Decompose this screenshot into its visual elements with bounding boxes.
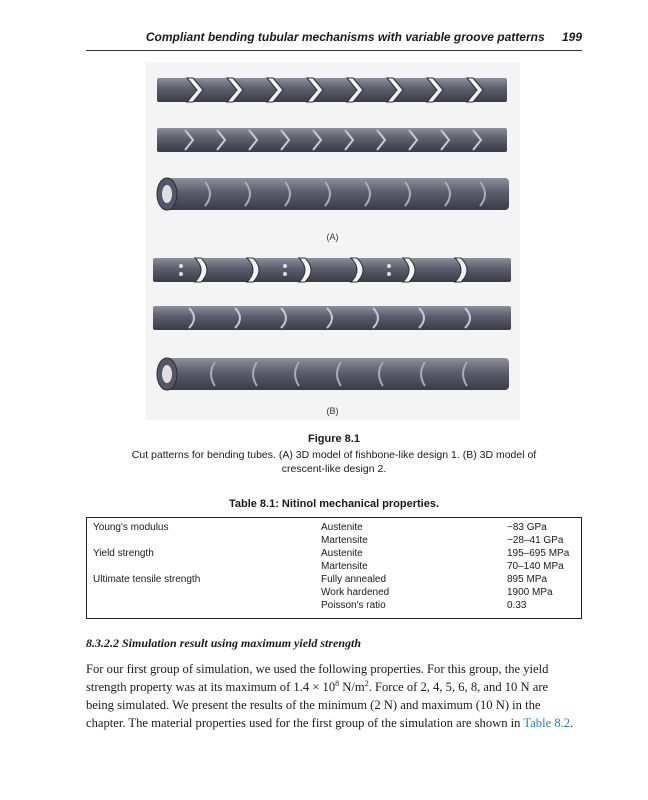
table-cell: 1900 MPa xyxy=(507,587,553,598)
text-run: strength property was at its maximum of 1.4 × 10 xyxy=(86,680,336,694)
figure-title: Figure 8.1 xyxy=(308,433,360,445)
figure-8-1 xyxy=(145,62,520,420)
table-cell: Poisson's ratio xyxy=(321,600,386,611)
header-title: Compliant bending tubular mechanisms with variable groove patterns xyxy=(145,30,545,44)
paragraph-line xyxy=(86,714,586,732)
table-cell: Austenite xyxy=(321,548,363,559)
text-run: chapter. The material properties used for the first group of the simulation are shown in xyxy=(86,716,524,730)
table-cell: Work hardened xyxy=(321,587,390,598)
table-cell xyxy=(93,534,313,547)
table-cell: ~28–41 GPa xyxy=(507,535,564,546)
table-column-value xyxy=(507,521,581,612)
body-paragraph xyxy=(86,660,586,732)
figure-caption-line: crescent-like design 2. xyxy=(281,463,387,475)
table-cell: Ultimate tensile strength xyxy=(93,574,201,585)
table-column-property xyxy=(93,521,313,612)
table-cell: Fully annealed xyxy=(321,574,387,585)
exponent: 2 xyxy=(364,678,369,688)
table-cell: Yield strength xyxy=(93,548,154,559)
table-cell: 0.33 xyxy=(507,600,527,611)
table-cell: 195–695 MPa xyxy=(507,548,570,559)
text-run: . xyxy=(570,716,574,730)
exponent: 8 xyxy=(335,678,340,688)
table-cell: 70–140 MPa xyxy=(507,561,564,572)
table-cell: Martensite xyxy=(321,561,368,572)
tube-b1-image xyxy=(145,252,520,288)
properties-table xyxy=(86,517,582,619)
tube-b3-image xyxy=(145,352,520,396)
table-cell xyxy=(93,560,313,573)
tube-a1-image xyxy=(145,72,520,108)
paragraph-line: For our first group of simulation, we used the following properties. For this group, the yield xyxy=(86,662,549,676)
tube-a3-image xyxy=(145,172,520,216)
running-header xyxy=(86,30,582,52)
text-run: . Force of 2, 4, 5, 6, 8, and 10 N are xyxy=(368,680,549,694)
table-cell: Young's modulus xyxy=(93,522,169,533)
figure-caption-line: Cut patterns for bending tubes. (A) 3D model of fishbone-like design 1. (B) 3D model of xyxy=(131,449,537,461)
table-cell: ~83 GPa xyxy=(507,522,547,533)
panel-a-label: (A) xyxy=(326,232,339,242)
table-cell: 895 MPa xyxy=(507,574,548,585)
figure-caption xyxy=(96,448,572,476)
table-cell: Martensite xyxy=(321,535,368,546)
table-cell: Austenite xyxy=(321,522,363,533)
panel-b-label: (B) xyxy=(326,406,339,416)
table-column-condition xyxy=(321,521,491,612)
paragraph-line: being simulated. We present the results of the minimum (2 N) and maximum (10 N) in the xyxy=(86,698,541,712)
text-run: N/m xyxy=(339,680,365,694)
tube-b2-image xyxy=(145,300,520,336)
table-caption: Table 8.1: Nitinol mechanical properties. xyxy=(228,498,440,510)
table-cell xyxy=(93,586,313,599)
table-cell xyxy=(93,599,313,612)
paragraph-line xyxy=(86,678,586,696)
section-heading: 8.3.2.2 Simulation result using maximum yield strength xyxy=(86,636,362,650)
table-8-2-link[interactable]: Table 8.2 xyxy=(523,716,571,730)
header-rule xyxy=(86,50,582,51)
tube-a2-image xyxy=(145,122,520,158)
page-number: 199 xyxy=(561,30,582,44)
